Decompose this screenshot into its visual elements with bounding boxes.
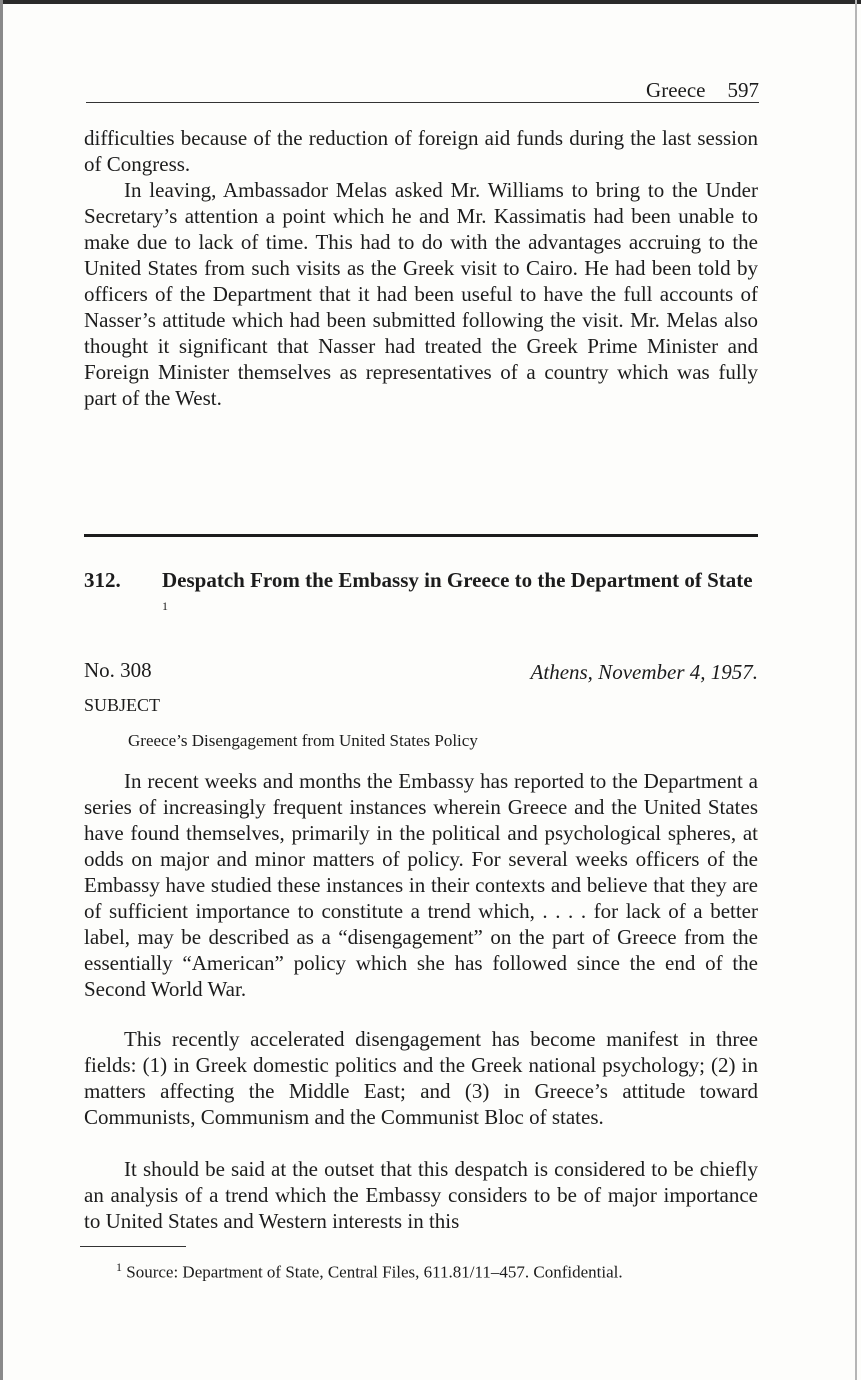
running-head — [86, 78, 759, 103]
footnote — [116, 1256, 623, 1284]
running-head-section: Greece — [646, 78, 706, 102]
section-divider — [84, 534, 758, 537]
body-paragraph-2: This recently accelerated disengagement has become manifest in three fields: (1) in Greek domestic politics and the Greek national psychology; (2) in matters affecting the Middle East; and (3) in Greece’s attitude toward Communists, Communism and the Communist Bloc of states. — [84, 1027, 758, 1129]
footnote-text: Source: Department of State, Central Files, 611.81/11–457. Confidential. — [126, 1262, 623, 1282]
page-right-edge — [855, 0, 857, 1380]
subject-text: Greece’s Disengagement from United States Policy — [128, 731, 478, 750]
document-title-text: Despatch From the Embassy in Greece to the Department of State — [162, 568, 753, 592]
document-title — [162, 567, 758, 624]
document-number: 312. — [84, 568, 121, 592]
footnote-marker: 1 — [162, 599, 168, 613]
page-top-edge — [0, 0, 861, 4]
footnote-number: 1 — [116, 1260, 122, 1274]
page-number: 597 — [727, 78, 759, 102]
dateline: Athens, November 4, 1957. — [530, 660, 758, 684]
prev-doc-paragraph-1: difficulties because of the reduction of foreign aid funds during the last session of Congress. — [84, 126, 758, 176]
page-left-edge — [0, 0, 3, 1380]
prev-doc-paragraph-2: In leaving, Ambassador Melas asked Mr. Williams to bring to the Under Secretary’s attention a point which he and Mr. Kassimatis had been unable to make due to lack of time. This had to do with the advantages accruing to the United States from such visits as the Greek visit to Cairo. He had been told by officers of the Department that it had been useful to have the full accounts of Nasser’s attitude which had been submitted following the visit. Mr. Melas also thought it significant that Nasser had treated the Greek Prime Minister and Foreign Minister themselves as representatives of a country which was fully part of the West. — [84, 178, 758, 410]
subject-label: SUBJECT — [84, 695, 161, 715]
body-paragraph-1: In recent weeks and months the Embassy has reported to the Department a series of increasingly frequent instances wherein Greece and the United States have found themselves, primarily in the political and psychological spheres, at odds on major and minor matters of policy. For several weeks officers of the Embassy have studied these instances in their contexts and believe that they are of sufficient importance to constitute a trend which, . . . . for lack of a better label, may be described as a “disengagement” on the part of Greece from the essentially “American” policy which she has followed since the end of the Second World War. — [84, 769, 758, 1001]
footnote-divider — [80, 1246, 186, 1247]
body-paragraph-3: It should be said at the outset that this despatch is considered to be chiefly an analysis of a trend which the Embassy considers to be of major importance to United States and Western interests in this — [84, 1157, 758, 1233]
despatch-number: No. 308 — [84, 658, 152, 682]
